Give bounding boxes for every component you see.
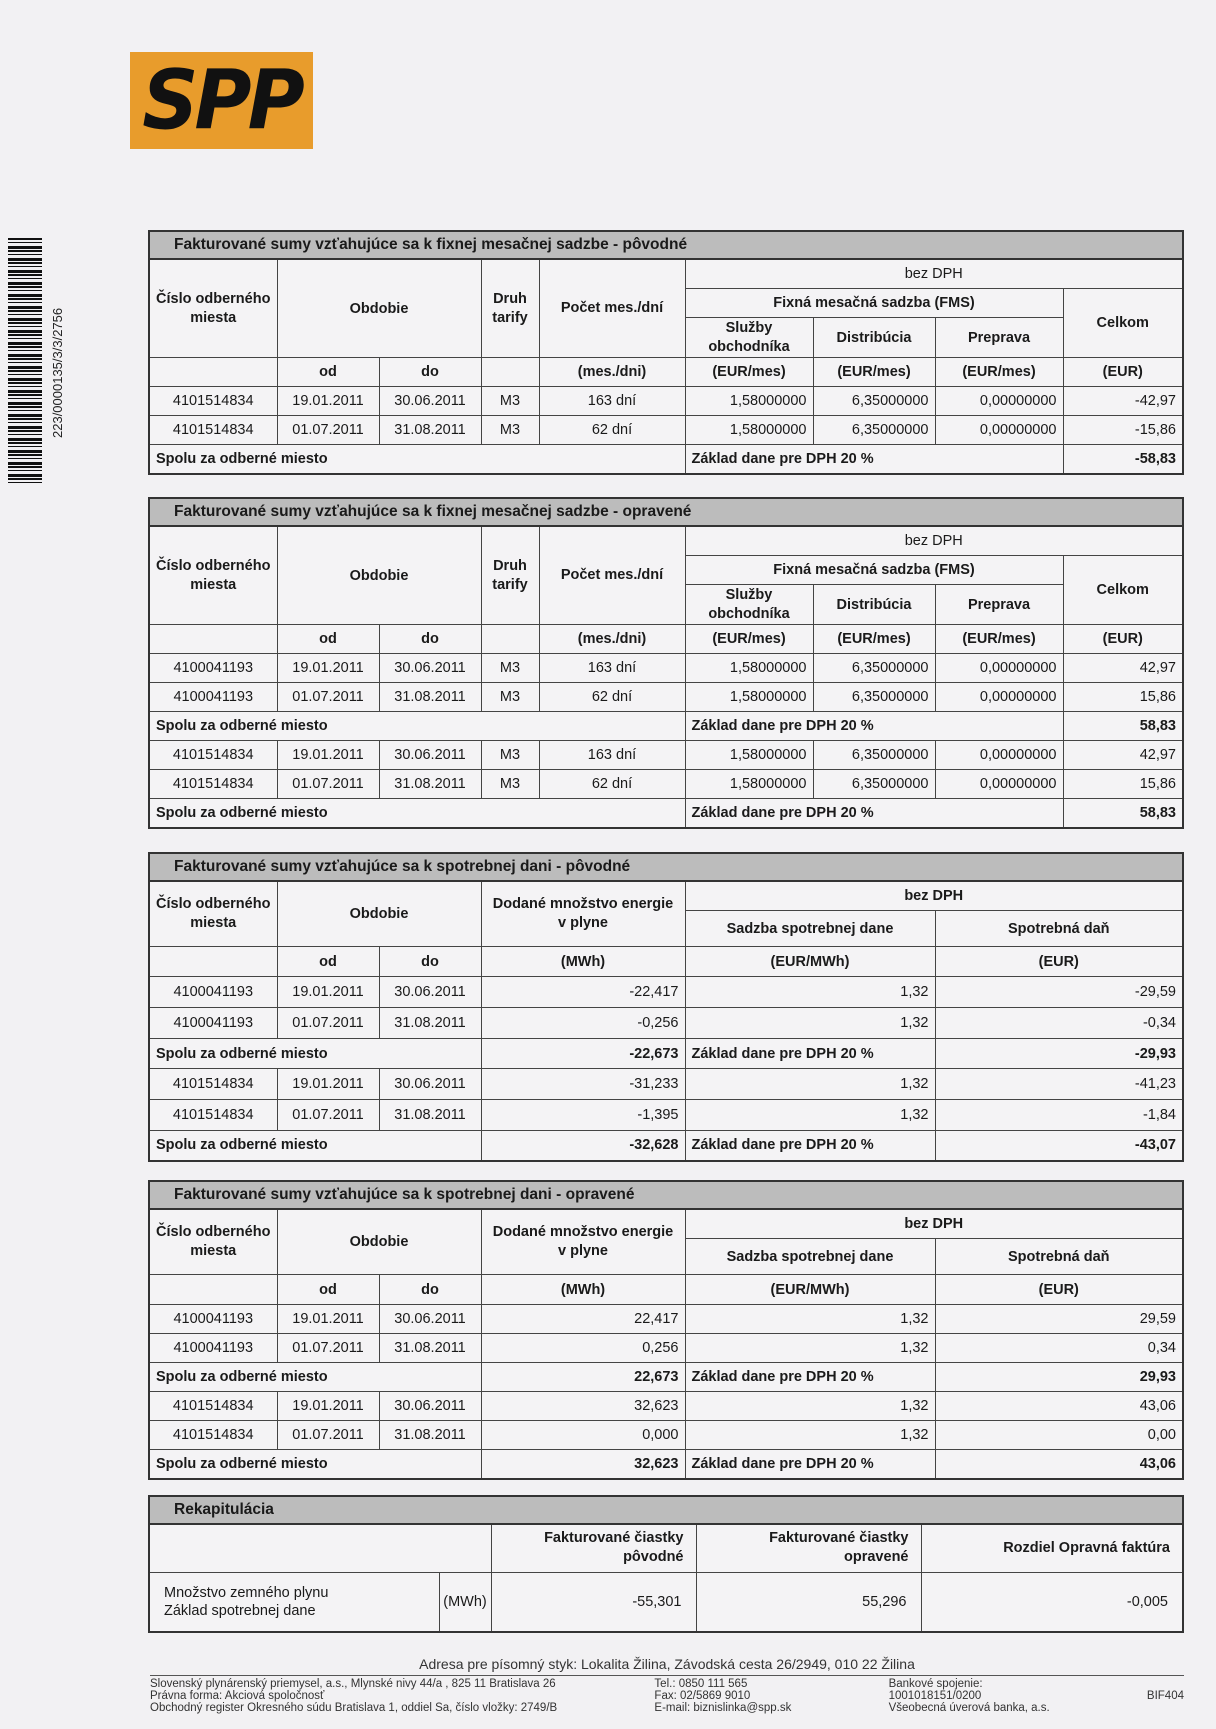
unit-pocet: (mes./dni) — [539, 358, 685, 387]
col-cislo: Číslo odberného miesta — [149, 259, 277, 358]
col-fms: Fixná mesačná sadzba (FMS) — [685, 289, 1063, 318]
col-do: do — [379, 358, 481, 387]
recap-section — [148, 1495, 1184, 1633]
col-pocet: Počet mes./dní — [539, 259, 685, 358]
excise-original-table: Číslo odberného miesta Obdobie Dodané množstvo energie v plyne bez DPH Sadzba spotrebnej dane Spotrebná daň od do (MWh) (EUR/MWh) (EUR) 4100041193 19.01.2011 30.06.2011 -22,417 1,32 -29,59 4100041193 01.07.2011 31.08.2011 -0,256 1,32 -0,34 Spolu za odberné miesto -22,673 Základ dane pre DPH 20 % -29,93 4101514834 19.01.2011 30.06.2011 -31,233 1,32 -41,23 4101514834 01.07.2011 31.08.2011 -1,395 1,32 -1,84 Spolu za odberné miesto -32,628 Základ dane pre DPH 20 % -43,07 — [148, 880, 1184, 1162]
fms-corrected-section — [148, 497, 1184, 829]
section-title: Fakturované sumy vzťahujúce sa k spotrebnej dani - opravené — [148, 1180, 1184, 1208]
footer: Adresa pre písomný styk: Lokalita Žilina, Závodská cesta 26/2949, 010 22 Žilina Slovenský plynárenský priemysel, a.s., Mlynské nivy 44/a , 825 11 Bratislava 26 Právna forma: Akciová spoločnosť Obchodný register Okresného súdu Bratislava 1, oddiel Sa, číslo vložky: 2749/B Tel.: 0850 111 565 Fax: 02/5869 9010 E-mail: biznislinka@spp.sk Bankové spojenie: 1001018151/0200 Všeobecná úverová banka, a.s. BIF404 — [150, 1656, 1184, 1714]
table-row: 4101514834 01.07.2011 31.08.2011 M3 62 dní 1,58000000 6,35000000 0,00000000 -15,86 — [149, 416, 1183, 445]
correspondence-address: Adresa pre písomný styk: Lokalita Žilina, Závodská cesta 26/2949, 010 22 Žilina — [419, 1656, 915, 1672]
fms-original-section — [148, 230, 1184, 475]
spp-logo: SPP — [130, 52, 313, 149]
col-distribucia: Distribúcia — [813, 318, 935, 358]
table-row: 4101514834 01.07.2011 31.08.2011 -1,395 1,32 -1,84 — [149, 1100, 1183, 1131]
sum-row: Spolu za odberné miesto -32,628 Základ dane pre DPH 20 % -43,07 — [149, 1131, 1183, 1161]
sum-row: Spolu za odberné miesto Základ dane pre DPH 20 % -58,83 — [149, 445, 1183, 475]
sum-row: Spolu za odberné miesto Základ dane pre DPH 20 % 58,83 — [149, 712, 1183, 741]
unit-distribucia: (EUR/mes) — [813, 358, 935, 387]
table-row: 4100041193 01.07.2011 31.08.2011 -0,256 1,32 -0,34 — [149, 1008, 1183, 1039]
sum-row: Spolu za odberné miesto 32,623 Základ dane pre DPH 20 % 43,06 — [149, 1450, 1183, 1480]
col-obdobie: Obdobie — [277, 259, 481, 358]
fms-corrected-table: Číslo odberného miesta Obdobie Druh tarify Počet mes./dní bez DPH Fixná mesačná sadzba (FMS) Celkom Služby obchodníka Distribúcia Preprava od do (mes./dni) (EUR/mes) (EUR/mes) (EUR/mes) (EUR) 4100041193 19.01.2011 30.06.2011 M3 163 dní 1,58000000 6,35000000 0,00000000 42,97 4100041193 01.07.2011 31.08.2011 M3 62 dní 1,58000000 6,35000000 0,00000000 15,86 Spolu za odberné miesto Základ dane pre DPH 20 % 58,83 4101514834 19.01.2011 30.06.2011 M3 163 dní 1,58000000 6,35000000 0,00000000 42,97 4101514834 01.07.2011 31.08.2011 M3 62 dní 1,58000000 6,35000000 0,00000000 15,86 Spolu za odberné miesto Základ dane pre DPH 20 % 58,83 — [148, 525, 1184, 829]
table-row: 4101514834 01.07.2011 31.08.2011 0,000 1,32 0,00 — [149, 1421, 1183, 1450]
sum-row: Spolu za odberné miesto 22,673 Základ dane pre DPH 20 % 29,93 — [149, 1363, 1183, 1392]
col-druh: Druh tarify — [481, 259, 539, 358]
table-row: 4100041193 19.01.2011 30.06.2011 -22,417 1,32 -29,59 — [149, 977, 1183, 1008]
col-bez-dph: bez DPH — [685, 259, 1183, 289]
table-row: 4100041193 01.07.2011 31.08.2011 M3 62 dní 1,58000000 6,35000000 0,00000000 15,86 — [149, 683, 1183, 712]
sum-row: Spolu za odberné miesto Základ dane pre DPH 20 % 58,83 — [149, 799, 1183, 829]
section-title: Fakturované sumy vzťahujúce sa k fixnej mesačnej sadzbe - opravené — [148, 497, 1184, 525]
unit-preprava: (EUR/mes) — [935, 358, 1063, 387]
col-sluzby: Služby obchodníka — [685, 318, 813, 358]
fms-original-table — [148, 258, 1184, 475]
table-row: 4100041193 01.07.2011 31.08.2011 0,256 1,32 0,34 — [149, 1334, 1183, 1363]
recap-table: Fakturované čiastky pôvodné Fakturované čiastky opravené Rozdiel Opravná faktúra Množstvo zemného plynu Základ spotrebnej dane (MWh) -55,301 55,296 -0,005 — [148, 1523, 1184, 1633]
table-row: 4101514834 19.01.2011 30.06.2011 M3 163 dní 1,58000000 6,35000000 0,00000000 -42,97 — [149, 387, 1183, 416]
unit-sluzby: (EUR/mes) — [685, 358, 813, 387]
section-title: Fakturované sumy vzťahujúce sa k spotrebnej dani - pôvodné — [148, 852, 1184, 880]
table-row: 4101514834 19.01.2011 30.06.2011 -31,233 1,32 -41,23 — [149, 1069, 1183, 1100]
col-celkom: Celkom — [1063, 289, 1183, 358]
col-preprava: Preprava — [935, 318, 1063, 358]
excise-original-section — [148, 852, 1184, 1162]
section-title: Rekapitulácia — [148, 1495, 1184, 1523]
table-row: 4101514834 19.01.2011 30.06.2011 M3 163 dní 1,58000000 6,35000000 0,00000000 42,97 — [149, 741, 1183, 770]
sum-row: Spolu za odberné miesto -22,673 Základ dane pre DPH 20 % -29,93 — [149, 1039, 1183, 1069]
barcode-number: 223/0000135/3/3/2756 — [50, 307, 65, 438]
excise-corrected-table: Číslo odberného miesta Obdobie Dodané množstvo energie v plyne bez DPH Sadzba spotrebnej dane Spotrebná daň od do (MWh) (EUR/MWh) (EUR) 4100041193 19.01.2011 30.06.2011 22,417 1,32 29,59 4100041193 01.07.2011 31.08.2011 0,256 1,32 0,34 Spolu za odberné miesto 22,673 Základ dane pre DPH 20 % 29,93 4101514834 19.01.2011 30.06.2011 32,623 1,32 43,06 4101514834 01.07.2011 31.08.2011 0,000 1,32 0,00 Spolu za odberné miesto 32,623 Základ dane pre DPH 20 % 43,06 — [148, 1208, 1184, 1480]
table-row: 4101514834 01.07.2011 31.08.2011 M3 62 dní 1,58000000 6,35000000 0,00000000 15,86 — [149, 770, 1183, 799]
table-row: 4100041193 19.01.2011 30.06.2011 22,417 1,32 29,59 — [149, 1305, 1183, 1334]
table-row: Množstvo zemného plynu Základ spotrebnej dane (MWh) -55,301 55,296 -0,005 — [149, 1572, 1183, 1632]
table-row: 4101514834 19.01.2011 30.06.2011 32,623 1,32 43,06 — [149, 1392, 1183, 1421]
col-od: od — [277, 358, 379, 387]
table-row: 4100041193 19.01.2011 30.06.2011 M3 163 dní 1,58000000 6,35000000 0,00000000 42,97 — [149, 654, 1183, 683]
excise-corrected-section — [148, 1180, 1184, 1480]
section-title: Fakturované sumy vzťahujúce sa k fixnej mesačnej sadzbe - pôvodné — [148, 230, 1184, 258]
unit-celkom: (EUR) — [1063, 358, 1183, 387]
barcode — [8, 238, 42, 486]
